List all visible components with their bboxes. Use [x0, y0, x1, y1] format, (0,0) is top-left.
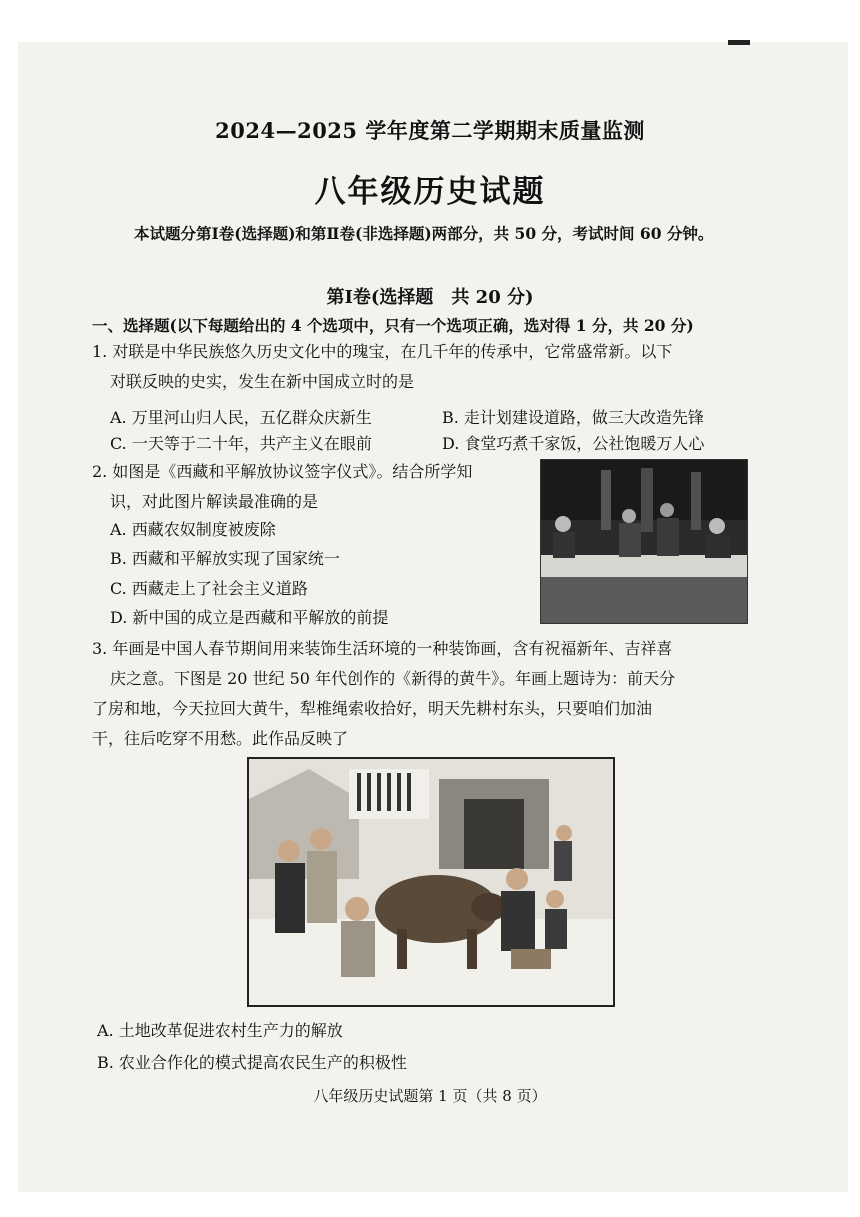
question-1-option-b: B. 走计划建设道路，做三大改造先锋 — [442, 408, 704, 427]
question-2-option-b: B. 西藏和平解放实现了国家统一 — [110, 549, 340, 568]
section-title: 第Ⅰ卷(选择题 共 20 分) — [326, 287, 534, 308]
question-2-option-a: A. 西藏农奴制度被废除 — [110, 520, 276, 539]
exam-title: 八年级历史试题 — [314, 174, 546, 210]
print-mark — [728, 40, 750, 45]
signing-ceremony-photo — [540, 459, 748, 624]
question-1-option-d: D. 食堂巧煮千家饭，公社饱暖万人心 — [442, 434, 705, 453]
question-1-option-c: C. 一天等于二十年，共产主义在眼前 — [110, 434, 372, 453]
question-3-stem — [92, 634, 762, 754]
question-3-option-a: A. 土地改革促进农村生产力的解放 — [97, 1021, 343, 1040]
question-3-line2: 庆之意。下图是 20 世纪 50 年代创作的《新得的黄牛》。年画上题诗为：前天分 — [110, 669, 676, 688]
page-footer: 八年级历史试题第 1 页（共 8 页） — [313, 1087, 547, 1105]
question-1-stem — [92, 337, 762, 397]
question-2-line2: 识，对此图片解读最准确的是 — [110, 492, 319, 511]
question-2-stem — [92, 457, 537, 517]
exam-header: 2024—2025 学年度第二学期期末质量监测 — [215, 118, 645, 143]
question-3-line1: 3. 年画是中国人春节期间用来装饰生活环境的一种装饰画，含有祝福新年、吉祥喜 — [92, 639, 673, 658]
exam-intro: 本试题分第Ⅰ卷(选择题)和第Ⅱ卷(非选择题)两部分，共 50 分，考试时间 60 分钟。 — [134, 224, 714, 243]
question-1-line1: 1. 对联是中华民族悠久历史文化中的瑰宝，在几千年的传承中，它常盛常新。以下 — [92, 342, 673, 361]
question-1-option-a: A. 万里河山归人民，五亿群众庆新生 — [110, 408, 372, 427]
question-3-line3: 了房和地，今天拉回大黄牛，犁椎绳索收拾好，明天先耕村东头，只要咱们加油 — [92, 699, 653, 718]
question-3-option-b: B. 农业合作化的模式提高农民生产的积极性 — [97, 1053, 407, 1072]
question-2-option-d: D. 新中国的成立是西藏和平解放的前提 — [110, 608, 389, 627]
question-3-line4: 干，往后吃穿不用愁。此作品反映了 — [92, 729, 349, 748]
question-1-line2: 对联反映的史实，发生在新中国成立时的是 — [110, 372, 415, 391]
question-2-option-c: C. 西藏走上了社会主义道路 — [110, 579, 308, 598]
subsection-title: 一、选择题(以下每题给出的 4 个选项中，只有一个选项正确，选对得 1 分，共 20 分) — [92, 316, 694, 335]
new-yellow-ox-painting — [247, 757, 615, 1007]
question-2-line1: 2. 如图是《西藏和平解放协议签字仪式》。结合所学知 — [92, 462, 473, 481]
